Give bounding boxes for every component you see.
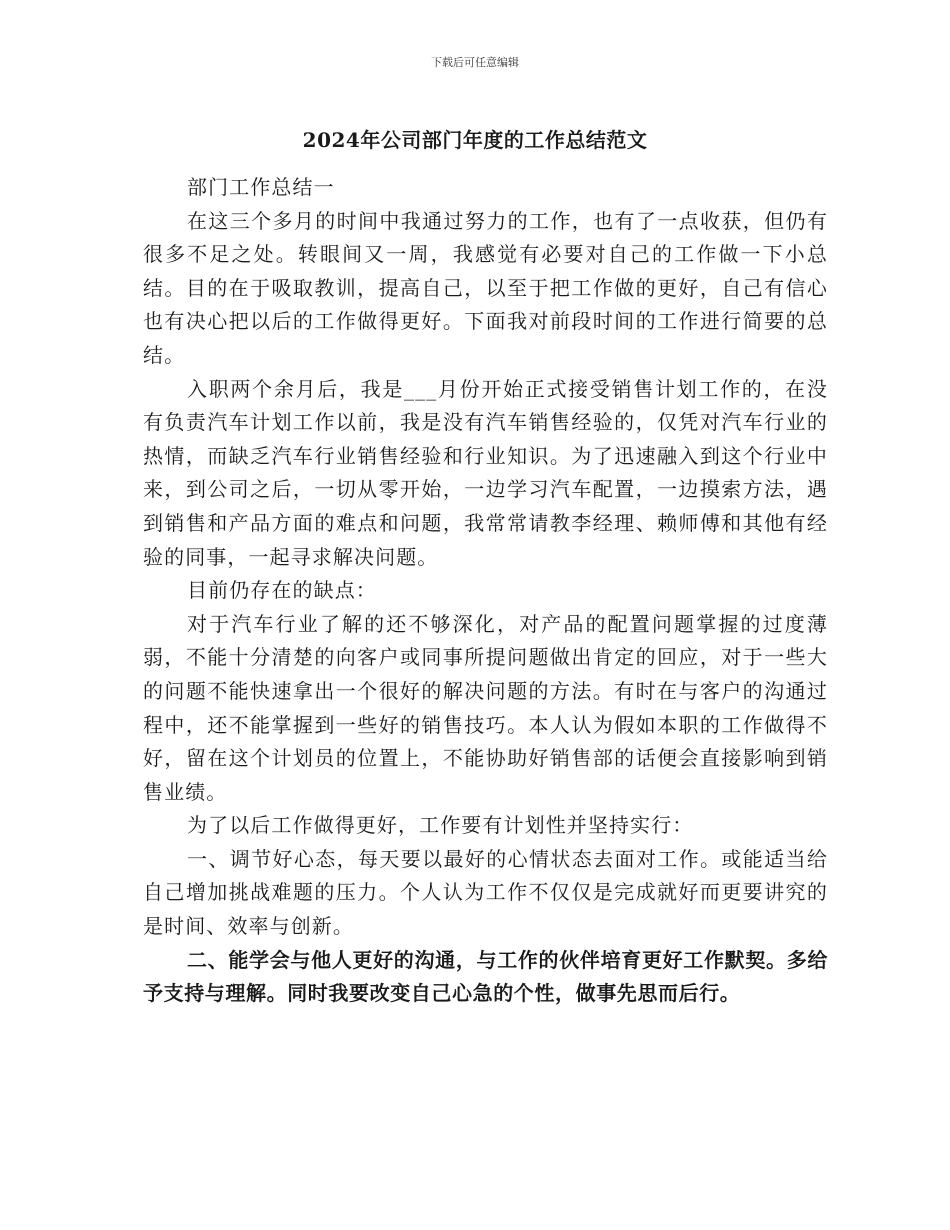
page-header: 下载后可任意编辑 — [431, 56, 519, 69]
section-heading: 部门工作总结一 — [187, 175, 335, 199]
body-paragraph: 入职两个余月后，我是___月份开始正式接受销售计划工作的，在没有负责汽车计划工作以前，我是没有汽车销售经验的，仅凭对汽车行业的热情，而缺乏汽车行业销售经验和行业知识。为了迅速融入到这个行业中来，到公司之后，一切从零开始，一边学习汽车配置，一边摸索方法，遇到销售和产品方面的难点和问题，我常常请教李经理、赖师傅和其他有经验的同事，一起寻求解决问题。 — [143, 376, 828, 569]
document-title: 2024年公司部门年度的工作总结范文 — [302, 128, 648, 152]
body-paragraph: 为了以后工作做得更好，工作要有计划性并坚持实行： — [187, 813, 694, 838]
document-body — [143, 171, 828, 1011]
list-item-bold: 二、能学会与他人更好的沟通，与工作的伙伴培育更好工作默契。多给予支持与理解。同时我要改变自己心急的个性，做事先思而后行。 — [143, 947, 828, 1006]
body-paragraph: 在这三个多月的时间中我通过努力的工作，也有了一点收获，但仍有很多不足之处。转眼间又一周，我感觉有必要对自己的工作做一下小总结。目的在于吸取教训，提高自己，以至于把工作做的更好，自己有信心也有决心把以后的工作做得更好。下面我对前段时间的工作进行简要的总结。 — [143, 208, 828, 367]
body-paragraph: 对于汽车行业了解的还不够深化，对产品的配置问题掌握的过度薄弱，不能十分清楚的向客户或同事所提问题做出肯定的回应，对于一些大的问题不能快速拿出一个很好的解决问题的方法。有时在与客户的沟通过程中，还不能掌握到一些好的销售技巧。本人认为假如本职的工作做得不好，留在这个计划员的位置上，不能协助好销售部的话便会直接影响到销售业绩。 — [143, 611, 828, 804]
list-item: 一、调节好心态，每天要以最好的心情状态去面对工作。或能适当给自己增加挑战难题的压力。个人认为工作不仅仅是完成就好而更要讲究的是时间、效率与创新。 — [143, 846, 828, 939]
subsection-heading: 目前仍存在的缺点： — [187, 578, 377, 603]
